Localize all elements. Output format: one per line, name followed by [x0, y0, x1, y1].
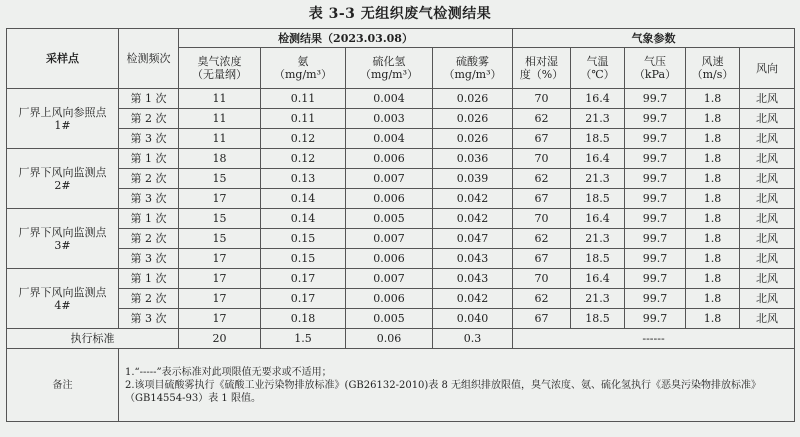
- humidity-cell: 67: [513, 189, 571, 209]
- wind-speed-cell: 1.8: [686, 129, 740, 149]
- wind-dir-cell: 北风: [740, 289, 795, 309]
- wind-speed-cell: 1.8: [686, 89, 740, 109]
- odor-cell: 11: [179, 109, 261, 129]
- table-row: [7, 229, 795, 249]
- humidity-cell: 67: [513, 249, 571, 269]
- ammonia-cell: 0.17: [261, 289, 346, 309]
- standard-weather: ------: [513, 329, 795, 349]
- frequency-cell: 第 2 次: [119, 289, 179, 309]
- sulfuric-cell: 0.026: [433, 109, 513, 129]
- wind-dir-cell: 北风: [740, 189, 795, 209]
- sample-point-cell: 厂界上风向参照点 1#: [7, 89, 119, 149]
- sulfuric-cell: 0.043: [433, 249, 513, 269]
- header-pressure: 气压 （kPa）: [625, 48, 686, 89]
- pressure-cell: 99.7: [625, 149, 686, 169]
- sulfuric-cell: 0.042: [433, 189, 513, 209]
- temp-cell: 21.3: [571, 169, 625, 189]
- h2s-cell: 0.007: [346, 169, 433, 189]
- table-row: [7, 309, 795, 329]
- wind-dir-cell: 北风: [740, 269, 795, 289]
- temp-cell: 16.4: [571, 149, 625, 169]
- header-h2s: 硫化氢 （mg/m³）: [346, 48, 433, 89]
- humidity-cell: 67: [513, 129, 571, 149]
- frequency-cell: 第 1 次: [119, 209, 179, 229]
- odor-cell: 11: [179, 89, 261, 109]
- temp-cell: 16.4: [571, 209, 625, 229]
- h2s-cell: 0.004: [346, 129, 433, 149]
- note-line-2: 2.该项目硫酸雾执行《硫酸工业污染物排放标准》(GB26132-2010)表 8 无组织排放限值，臭气浓度、氨、硫化氢执行《恶臭污染物排放标准》（GB14554-93）表 1 限值。: [125, 379, 762, 404]
- note-line-1: 1.“-----”表示标准对此项限值无要求或不适用；: [125, 366, 332, 378]
- header-weather-group: 气象参数: [513, 29, 795, 48]
- temp-cell: 21.3: [571, 109, 625, 129]
- standard-odor: 20: [179, 329, 261, 349]
- ammonia-cell: 0.12: [261, 149, 346, 169]
- frequency-cell: 第 2 次: [119, 109, 179, 129]
- h2s-cell: 0.003: [346, 109, 433, 129]
- humidity-cell: 70: [513, 89, 571, 109]
- pressure-cell: 99.7: [625, 129, 686, 149]
- ammonia-cell: 0.14: [261, 189, 346, 209]
- header-sulfuric: 硫酸雾 （mg/m³）: [433, 48, 513, 89]
- header-frequency: 检测频次: [119, 29, 179, 89]
- wind-speed-cell: 1.8: [686, 109, 740, 129]
- notes-label: 备注: [7, 349, 119, 422]
- humidity-cell: 70: [513, 269, 571, 289]
- notes-row: [7, 349, 795, 422]
- sample-point-cell: 厂界下风向监测点 2#: [7, 149, 119, 209]
- sulfuric-cell: 0.040: [433, 309, 513, 329]
- humidity-cell: 62: [513, 229, 571, 249]
- sulfuric-cell: 0.036: [433, 149, 513, 169]
- frequency-cell: 第 1 次: [119, 89, 179, 109]
- wind-dir-cell: 北风: [740, 109, 795, 129]
- frequency-cell: 第 3 次: [119, 309, 179, 329]
- sulfuric-cell: 0.026: [433, 89, 513, 109]
- sulfuric-cell: 0.042: [433, 289, 513, 309]
- wind-speed-cell: 1.8: [686, 269, 740, 289]
- table-row: [7, 289, 795, 309]
- wind-dir-cell: 北风: [740, 129, 795, 149]
- frequency-cell: 第 3 次: [119, 189, 179, 209]
- table-row: [7, 149, 795, 169]
- h2s-cell: 0.004: [346, 89, 433, 109]
- h2s-cell: 0.006: [346, 249, 433, 269]
- temp-cell: 21.3: [571, 289, 625, 309]
- wind-dir-cell: 北风: [740, 249, 795, 269]
- standard-ammonia: 1.5: [261, 329, 346, 349]
- table-row: [7, 269, 795, 289]
- wind-speed-cell: 1.8: [686, 149, 740, 169]
- wind-speed-cell: 1.8: [686, 169, 740, 189]
- odor-cell: 17: [179, 269, 261, 289]
- header-humidity: 相对湿 度（%）: [513, 48, 571, 89]
- ammonia-cell: 0.12: [261, 129, 346, 149]
- table-row: [7, 169, 795, 189]
- frequency-cell: 第 3 次: [119, 129, 179, 149]
- pressure-cell: 99.7: [625, 209, 686, 229]
- wind-dir-cell: 北风: [740, 209, 795, 229]
- wind-dir-cell: 北风: [740, 89, 795, 109]
- sulfuric-cell: 0.043: [433, 269, 513, 289]
- humidity-cell: 62: [513, 169, 571, 189]
- results-table: [6, 28, 795, 422]
- h2s-cell: 0.005: [346, 209, 433, 229]
- temp-cell: 18.5: [571, 249, 625, 269]
- humidity-cell: 62: [513, 109, 571, 129]
- odor-cell: 17: [179, 309, 261, 329]
- table-row: [7, 109, 795, 129]
- ammonia-cell: 0.14: [261, 209, 346, 229]
- pressure-cell: 99.7: [625, 189, 686, 209]
- standard-sulfuric: 0.3: [433, 329, 513, 349]
- wind-speed-cell: 1.8: [686, 189, 740, 209]
- sulfuric-cell: 0.026: [433, 129, 513, 149]
- odor-cell: 17: [179, 189, 261, 209]
- header-odor: 臭气浓度 （无量纲）: [179, 48, 261, 89]
- temp-cell: 18.5: [571, 129, 625, 149]
- wind-speed-cell: 1.8: [686, 249, 740, 269]
- header-temp: 气温 （℃）: [571, 48, 625, 89]
- temp-cell: 16.4: [571, 269, 625, 289]
- h2s-cell: 0.006: [346, 149, 433, 169]
- pressure-cell: 99.7: [625, 289, 686, 309]
- ammonia-cell: 0.17: [261, 269, 346, 289]
- humidity-cell: 67: [513, 309, 571, 329]
- ammonia-cell: 0.13: [261, 169, 346, 189]
- temp-cell: 21.3: [571, 229, 625, 249]
- table-row: [7, 129, 795, 149]
- table-row: [7, 189, 795, 209]
- temp-cell: 18.5: [571, 309, 625, 329]
- ammonia-cell: 0.18: [261, 309, 346, 329]
- humidity-cell: 62: [513, 289, 571, 309]
- pressure-cell: 99.7: [625, 169, 686, 189]
- h2s-cell: 0.005: [346, 309, 433, 329]
- h2s-cell: 0.007: [346, 229, 433, 249]
- odor-cell: 11: [179, 129, 261, 149]
- table-row: [7, 89, 795, 109]
- odor-cell: 17: [179, 289, 261, 309]
- frequency-cell: 第 2 次: [119, 229, 179, 249]
- humidity-cell: 70: [513, 149, 571, 169]
- odor-cell: 15: [179, 169, 261, 189]
- frequency-cell: 第 2 次: [119, 169, 179, 189]
- table-row: [7, 249, 795, 269]
- sulfuric-cell: 0.047: [433, 229, 513, 249]
- pressure-cell: 99.7: [625, 309, 686, 329]
- odor-cell: 18: [179, 149, 261, 169]
- wind-dir-cell: 北风: [740, 229, 795, 249]
- header-sample-point: 采样点: [7, 29, 119, 89]
- frequency-cell: 第 3 次: [119, 249, 179, 269]
- standard-row: [7, 329, 795, 349]
- wind-speed-cell: 1.8: [686, 209, 740, 229]
- ammonia-cell: 0.15: [261, 249, 346, 269]
- odor-cell: 15: [179, 209, 261, 229]
- sample-point-cell: 厂界下风向监测点 3#: [7, 209, 119, 269]
- humidity-cell: 70: [513, 209, 571, 229]
- wind-speed-cell: 1.8: [686, 309, 740, 329]
- temp-cell: 16.4: [571, 89, 625, 109]
- temp-cell: 18.5: [571, 189, 625, 209]
- header-ammonia: 氨 （mg/m³）: [261, 48, 346, 89]
- wind-dir-cell: 北风: [740, 169, 795, 189]
- sulfuric-cell: 0.042: [433, 209, 513, 229]
- pressure-cell: 99.7: [625, 269, 686, 289]
- header-results-group: 检测结果（2023.03.08）: [179, 29, 513, 48]
- sample-point-cell: 厂界下风向监测点 4#: [7, 269, 119, 329]
- wind-dir-cell: 北风: [740, 309, 795, 329]
- pressure-cell: 99.7: [625, 249, 686, 269]
- odor-cell: 15: [179, 229, 261, 249]
- frequency-cell: 第 1 次: [119, 149, 179, 169]
- table-row: [7, 209, 795, 229]
- standard-h2s: 0.06: [346, 329, 433, 349]
- header-wind-dir: 风向: [740, 48, 795, 89]
- ammonia-cell: 0.11: [261, 109, 346, 129]
- table-title: 表 3-3 无组织废气检测结果: [308, 6, 492, 22]
- header-wind-speed: 风速 （m/s）: [686, 48, 740, 89]
- wind-dir-cell: 北风: [740, 149, 795, 169]
- h2s-cell: 0.006: [346, 189, 433, 209]
- h2s-cell: 0.006: [346, 289, 433, 309]
- wind-speed-cell: 1.8: [686, 289, 740, 309]
- ammonia-cell: 0.15: [261, 229, 346, 249]
- wind-speed-cell: 1.8: [686, 229, 740, 249]
- sulfuric-cell: 0.039: [433, 169, 513, 189]
- ammonia-cell: 0.11: [261, 89, 346, 109]
- h2s-cell: 0.007: [346, 269, 433, 289]
- frequency-cell: 第 1 次: [119, 269, 179, 289]
- notes-content: [119, 349, 795, 422]
- odor-cell: 17: [179, 249, 261, 269]
- standard-label: 执行标准: [7, 329, 179, 349]
- pressure-cell: 99.7: [625, 229, 686, 249]
- pressure-cell: 99.7: [625, 109, 686, 129]
- pressure-cell: 99.7: [625, 89, 686, 109]
